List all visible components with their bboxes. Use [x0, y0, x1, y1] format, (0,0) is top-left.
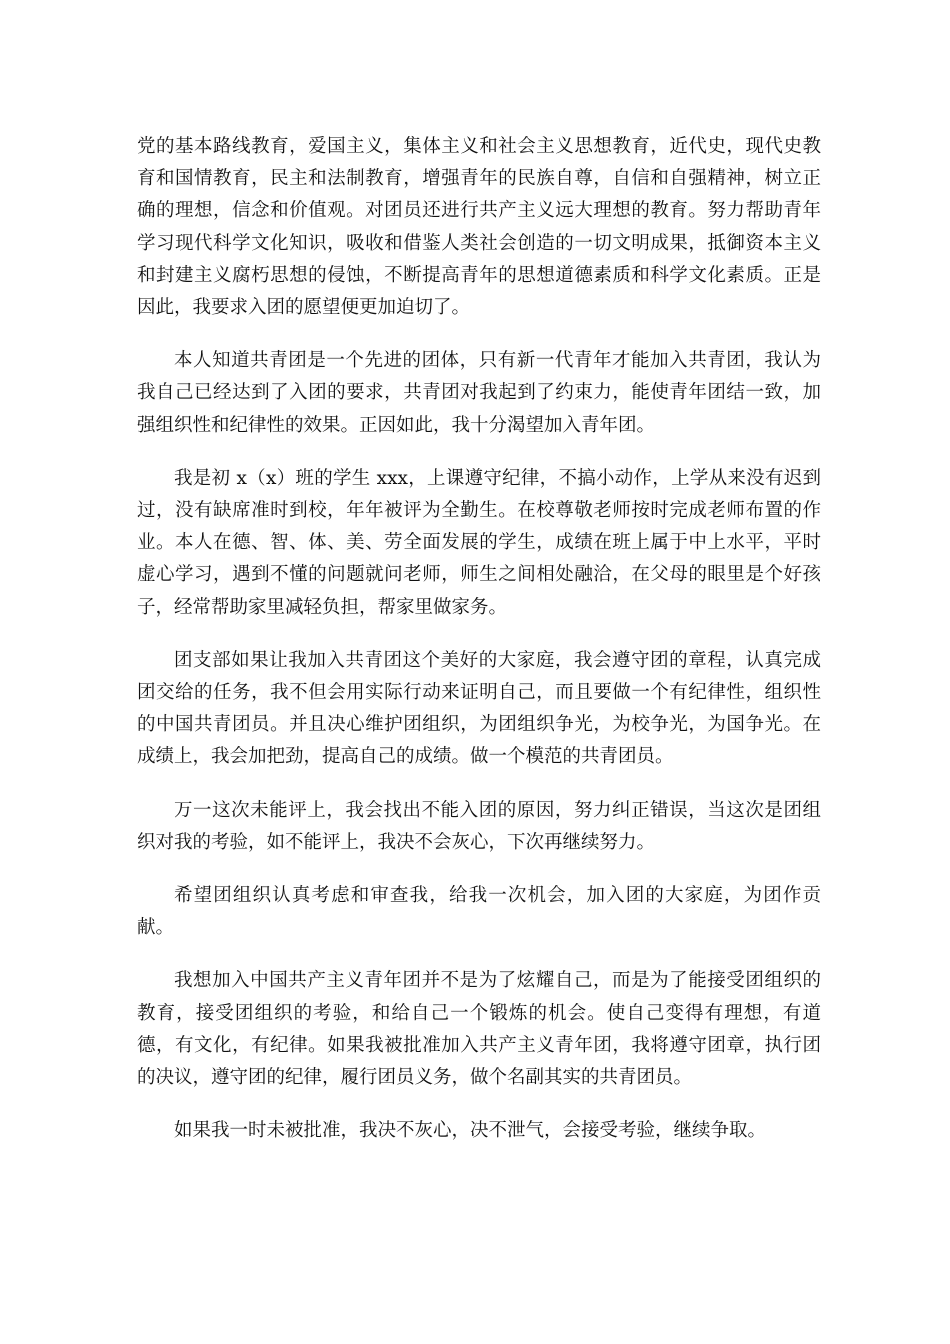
paragraph-2: 本人知道共青团是一个先进的团体，只有新一代青年才能加入共青团，我认为我自己已经达到了入团的要求，共青团对我起到了约束力，能使青年团结一致，加强组织性和纪律性的效果。正因如此，我十分渴望加入青年团。 — [137, 350, 821, 436]
document-body — [137, 131, 821, 1168]
paragraph-5: 万一这次未能评上，我会找出不能入团的原因，努力纠正错误，当这次是团组织对我的考验，如不能评上，我决不会灰心，下次再继续努力。 — [137, 799, 821, 853]
paragraph-8: 如果我一时未被批准，我决不灰心，决不泄气，会接受考验，继续争取。 — [174, 1120, 767, 1142]
paragraph-3: 我是初 x（x）班的学生 xxx，上课遵守纪律，不搞小动作，上学从来没有迟到过，没有缺席准时到校，年年被评为全勤生。在校尊敬老师按时完成老师布置的作业。本人在德、智、体、美、劳全面发展的学生，成绩在班上属于中上水平，平时虚心学习，遇到不懂的问题就问老师，师生之间相处融洽，在父母的眼里是个好孩子，经常帮助家里减轻负担，帮家里做家务。 — [137, 467, 821, 618]
paragraph-7: 我想加入中国共产主义青年团并不是为了炫耀自己，而是为了能接受团组织的教育，接受团组织的考验，和给自己一个锻炼的机会。使自己变得有理想，有道德，有文化，有纪律。如果我被批准加入共产主义青年团，我将遵守团章，执行团的决议，遵守团的纪律，履行团员义务，做个名副其实的共青团员。 — [137, 970, 821, 1089]
paragraph-6: 希望团组织认真考虑和审查我，给我一次机会，加入团的大家庭，为团作贡献。 — [137, 885, 821, 939]
paragraph-1: 党的基本路线教育，爱国主义，集体主义和社会主义思想教育，近代史，现代史教育和国情教育，民主和法制教育，增强青年的民族自尊，自信和自强精神，树立正确的理想，信念和价值观。对团员还进行共产主义远大理想的教育。努力帮助青年学习现代科学文化知识，吸收和借鉴人类社会创造的一切文明成果，抵御资本主义和封建主义腐朽思想的侵蚀，不断提高青年的思想道德素质和科学文化素质。正是因此，我要求入团的愿望便更加迫切了。 — [137, 136, 821, 319]
paragraph-4: 团支部如果让我加入共青团这个美好的大家庭，我会遵守团的章程，认真完成团交给的任务，我不但会用实际行动来证明自己，而且要做一个有纪律性，组织性的中国共青团员。并且决心维护团组织，为团组织争光，为校争光，为国争光。在成绩上，我会加把劲，提高自己的成绩。做一个模范的共青团员。 — [137, 649, 821, 768]
